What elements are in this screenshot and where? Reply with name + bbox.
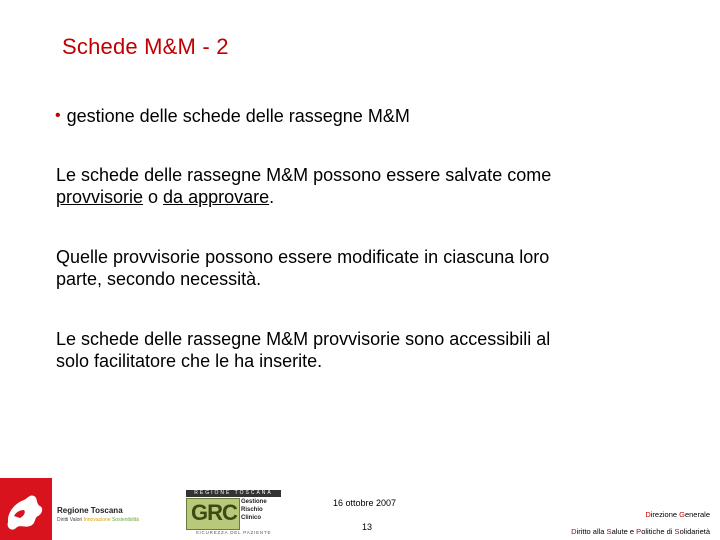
grc-header: REGIONE TOSCANA [186,490,281,497]
motto-part-3: Sostenibilità [111,517,139,523]
p2-line2: parte, secondo necessità. [56,269,262,289]
grc-footer: SICUREZZA DEL PAZIENTE [195,530,272,535]
dir2-b: iritto alla [576,527,607,536]
dir2-g: S [674,527,680,536]
p1-underlined-provvisorie: provvisorie [56,187,144,207]
grc-badge [186,498,240,530]
paragraph-2 [56,246,696,290]
dir2-a: D [571,527,577,536]
dir2-h: olidarietà [679,527,710,536]
bullet-text: gestione delle schede delle rassegne M&M [66,106,410,126]
motto-part-2: Innovazione [82,517,112,523]
region-motto [57,517,139,523]
p1-end: . [269,187,275,207]
bullet-item [55,106,410,127]
paragraph-3 [56,328,696,372]
slide-title: Schede M&M - 2 [62,34,229,59]
dir1-c: G [679,510,685,519]
dir1-d: enerale [684,510,710,519]
direzione-line-1 [645,510,710,519]
footer-date: 16 ottobre 2007 [333,498,397,508]
motto-part-1: Diritti Valori [57,517,83,523]
dir2-d: alute e [611,527,637,536]
p2-line1: Quelle provvisorie possono essere modificate in ciascuna loro [56,247,550,267]
p1-mid: o [143,187,164,207]
grc-side-1: Gestione [241,499,267,505]
paragraph-1 [56,164,696,208]
region-name: Regione Toscana [57,506,123,515]
page-number: 13 [362,522,373,532]
dir2-f: olitiche di [641,527,675,536]
grc-side-text [241,498,267,522]
dir2-e: P [636,527,642,536]
bullet-dot-icon: • [55,107,61,124]
p3-line2: solo facilitatore che le ha inserite. [56,351,323,371]
dir2-c: S [606,527,612,536]
dir1-b: irezione [650,510,680,519]
p3-line1: Le schede delle rassegne M&M provvisorie sono accessibili al [56,329,551,349]
p1-underlined-da-approvare: da approvare [163,187,270,207]
grc-logo [186,490,281,538]
p1-text: Le schede delle rassegne M&M possono essere salvate come [56,165,552,185]
regione-toscana-logo-icon [0,478,52,540]
grc-side-3: Clinico [241,515,262,521]
grc-side-2: Rischio [241,507,263,513]
direzione-line-2 [571,527,710,536]
dir1-a: D [645,510,651,519]
grc-letters: GRC [191,500,237,525]
